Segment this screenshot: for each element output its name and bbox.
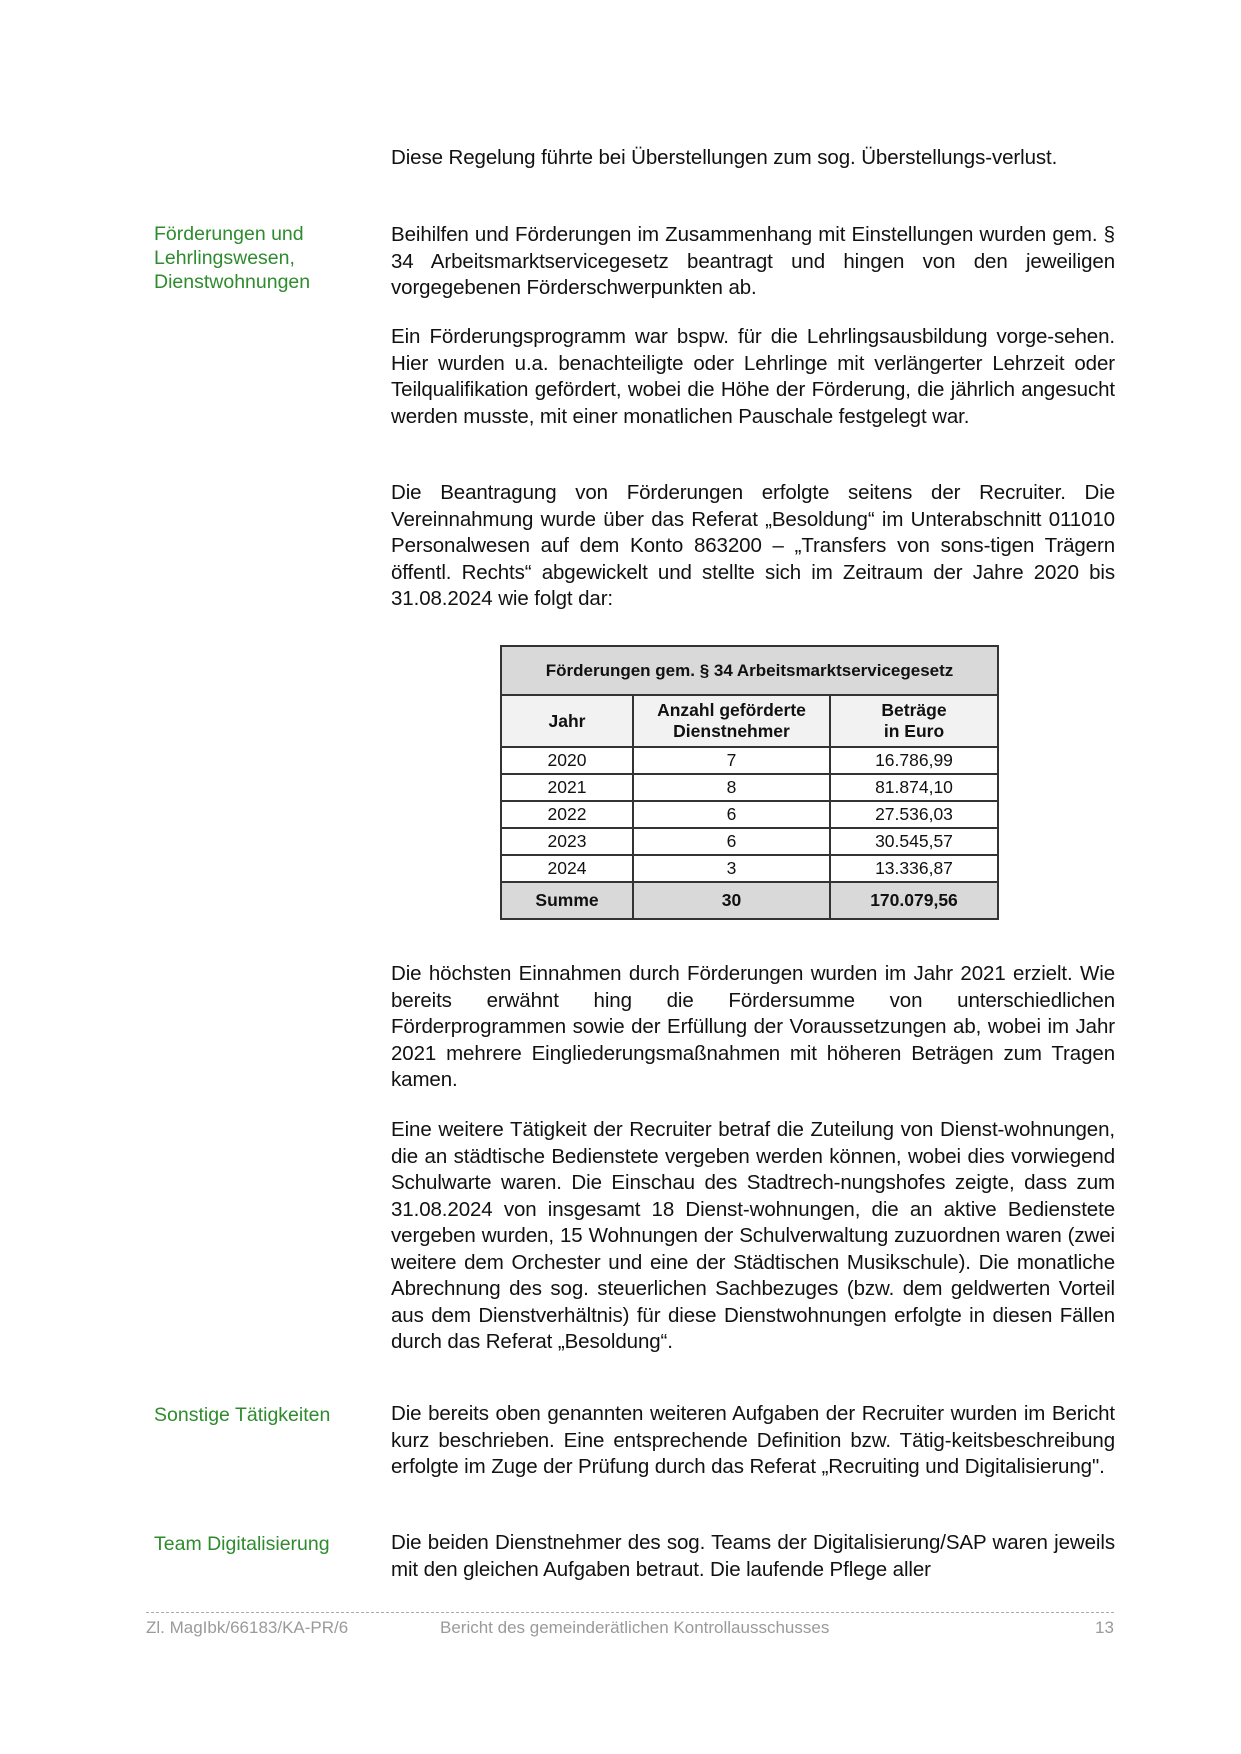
- cell-year: 2024: [501, 855, 633, 882]
- side-heading-foerderungen: [154, 222, 354, 294]
- side-heading-team-digitalisierung: [154, 1532, 394, 1556]
- cell-count: 6: [633, 828, 830, 855]
- cell-count: 8: [633, 774, 830, 801]
- cell-count: 3: [633, 855, 830, 882]
- sum-count: 30: [633, 882, 830, 919]
- cell-count: 7: [633, 747, 830, 774]
- paragraph-dienstwohnungen: Eine weitere Tätigkeit der Recruiter betraf die Zuteilung von Dienst-wohnungen, die an städtische Bedienstete vergeben werden können, wobei dies vorwiegend Schulwarte waren. Die Einschau des Stadtrech-nungshofes zeigte, dass zum 31.08.2024 von insgesamt 18 Dienst-wohnungen, die an aktive Bedienstete vergeben wurden, 15 Wohnungen der Schulverwaltung zuzuordnen waren (zwei weitere dem Orchester und eine der Städtischen Musikschule). Die monatliche Abrechnung des sog. steuerlichen Sachbezuges (bzw. dem geldwerten Vorteil aus dem Dienstverhältnis) für diese Dienstwohnungen erfolgte in diesen Fällen durch das Referat „Besoldung“.: [391, 1118, 1115, 1353]
- footer-title: Bericht des gemeinderätlichen Kontrollausschusses: [440, 1618, 830, 1637]
- footer-reference: Zl. MagIbk/66183/KA-PR/6: [146, 1618, 349, 1637]
- table-row: [501, 828, 998, 855]
- table-row: [501, 747, 998, 774]
- footer-divider: [146, 1612, 1114, 1613]
- header-betraege: Beträge in Euro: [830, 695, 998, 747]
- paragraph-hoechste-einnahmen: Die höchsten Einnahmen durch Förderungen wurden im Jahr 2021 erzielt. Wie bereits erwähnt hing die Fördersumme von unterschiedlichen Förderprogrammen sowie der Erfüllung der Voraussetzungen ab, wobei im Jahr 2021 mehrere Eingliederungsmaßnahmen mit höheren Beträgen zum Tragen kamen.: [391, 962, 1115, 1091]
- paragraph-team-digitalisierung: Die beiden Dienstnehmer des sog. Teams der Digitalisierung/SAP waren jeweils mit den gleichen Aufgaben betraut. Die laufende Pflege aller: [391, 1531, 1115, 1581]
- cell-year: 2022: [501, 801, 633, 828]
- table-row: [501, 774, 998, 801]
- paragraph-foerderungsprogramm: Ein Förderungsprogramm war bspw. für die Lehrlingsausbildung vorge-sehen. Hier wurden u.a. benachteiligte oder Lehrlinge mit verlängerter Lehrzeit oder Teilqualifikation gefördert, wobei die Höhe der Förderung, die jährlich angesucht werden musste, mit einer monatlichen Pauschale festgelegt war.: [391, 325, 1115, 428]
- foerderungen-table: [500, 645, 999, 920]
- table-title-row: [501, 646, 998, 695]
- paragraph-beantragung: Die Beantragung von Förderungen erfolgte seitens der Recruiter. Die Vereinnahmung wurde über das Referat „Besoldung“ im Unterabschnitt 011010 Personalwesen auf dem Konto 863200 – „Transfers von sons-tigen Trägern öffentl. Rechts“ abgewickelt und stellte sich im Zeitraum der Jahre 2020 bis 31.08.2024 wie folgt dar:: [391, 481, 1115, 610]
- sum-label: Summe: [501, 882, 633, 919]
- side-heading-sonstige: [154, 1403, 394, 1427]
- cell-count: 6: [633, 801, 830, 828]
- table-row: [501, 801, 998, 828]
- side-heading-line: Förderungen und: [154, 223, 304, 245]
- cell-year: 2020: [501, 747, 633, 774]
- table-title: Förderungen gem. § 34 Arbeitsmarktservicegesetz: [501, 646, 998, 695]
- side-heading-line: Lehrlingswesen,: [154, 247, 295, 269]
- side-heading-line: Team Digitalisierung: [154, 1533, 330, 1555]
- side-heading-line: Dienstwohnungen: [154, 271, 311, 293]
- side-heading-line: Sonstige Tätigkeiten: [154, 1404, 331, 1426]
- table-header-row: [501, 695, 998, 747]
- sum-amount: 170.079,56: [830, 882, 998, 919]
- table-sum-row: [501, 882, 998, 919]
- cell-amount: 16.786,99: [830, 747, 998, 774]
- paragraph-beihilfen: Beihilfen und Förderungen im Zusammenhang mit Einstellungen wurden gem. § 34 Arbeitsmarktservicegesetz beantragt und hingen von den jeweiligen vorgegebenen Förderschwerpunkten ab.: [391, 223, 1115, 299]
- cell-amount: 81.874,10: [830, 774, 998, 801]
- cell-amount: 30.545,57: [830, 828, 998, 855]
- paragraph-ueberstellung: Diese Regelung führte bei Überstellungen zum sog. Überstellungs-verlust.: [391, 146, 1058, 169]
- cell-amount: 27.536,03: [830, 801, 998, 828]
- header-jahr: Jahr: [501, 695, 633, 747]
- cell-year: 2021: [501, 774, 633, 801]
- table-row: [501, 855, 998, 882]
- cell-amount: 13.336,87: [830, 855, 998, 882]
- footer-page-number: 13: [1095, 1618, 1114, 1637]
- cell-year: 2023: [501, 828, 633, 855]
- header-anzahl: Anzahl geförderte Dienstnehmer: [633, 695, 830, 747]
- paragraph-sonstige-taetigkeiten: Die bereits oben genannten weiteren Aufgaben der Recruiter wurden im Bericht kurz beschrieben. Eine entsprechende Definition bzw. Tätig-keitsbeschreibung erfolgte im Zuge der Prüfung durch das Referat „Recruiting und Digitalisierung".: [391, 1402, 1115, 1478]
